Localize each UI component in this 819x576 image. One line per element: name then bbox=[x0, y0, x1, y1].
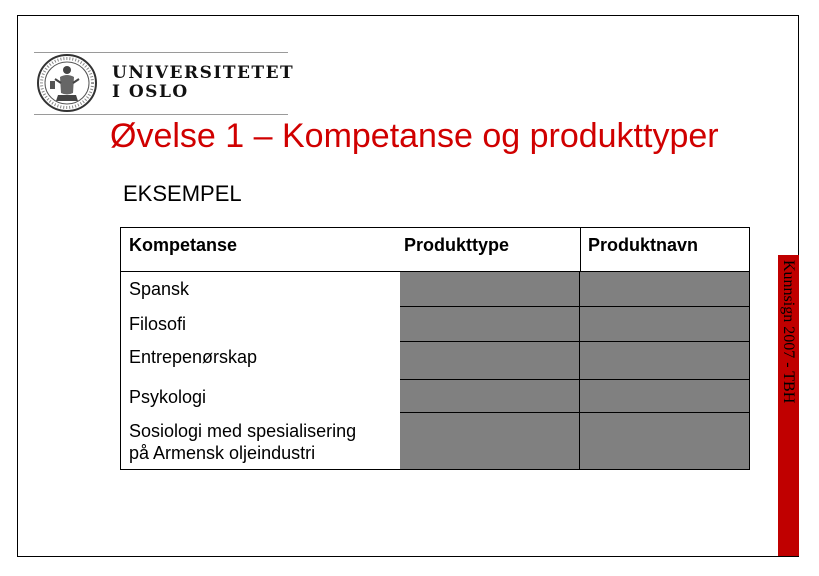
row-label-psykologi: Psykologi bbox=[129, 387, 207, 407]
slide-title: Øvelse 1 – Kompetanse og produkttyper bbox=[110, 117, 719, 155]
footer-vertical-text: Kunnsign 2007 - TBH bbox=[780, 260, 797, 404]
header-column-divider bbox=[580, 228, 581, 272]
university-logo bbox=[34, 50, 295, 116]
cell-produktnavn-row2 bbox=[580, 307, 750, 342]
row-label-spansk: Spansk bbox=[129, 279, 190, 299]
university-name bbox=[112, 63, 295, 102]
header-kompetanse: Kompetanse bbox=[129, 235, 238, 255]
university-name-line1: UNIVERSITETET bbox=[112, 63, 295, 83]
cell-produkttype-row3 bbox=[400, 342, 580, 380]
cell-produkttype-row2 bbox=[400, 307, 580, 342]
row-label-sosiologi-line1: Sosiologi med spesialisering bbox=[129, 421, 357, 441]
cell-produktnavn-row3 bbox=[580, 342, 750, 380]
row-label-filosofi: Filosofi bbox=[129, 314, 187, 334]
header-produktnavn: Produktnavn bbox=[588, 235, 699, 255]
competence-table bbox=[120, 227, 750, 470]
cell-produkttype-row1 bbox=[400, 272, 580, 307]
cell-produktnavn-row1 bbox=[580, 272, 750, 307]
cell-produkttype-row4 bbox=[400, 380, 580, 413]
cell-produkttype-row5 bbox=[400, 413, 580, 470]
section-label: EKSEMPEL bbox=[123, 181, 242, 206]
cell-produktnavn-row5 bbox=[580, 413, 750, 470]
university-name-line2: I OSLO bbox=[112, 82, 189, 102]
header-divider bbox=[121, 271, 749, 272]
row-label-entrepenorskap: Entrepenørskap bbox=[129, 347, 258, 367]
cell-produktnavn-row4 bbox=[580, 380, 750, 413]
header-produkttype: Produkttype bbox=[404, 235, 510, 255]
row-label-sosiologi-line2: på Armensk oljeindustri bbox=[129, 443, 316, 463]
university-seal-icon bbox=[36, 53, 98, 113]
